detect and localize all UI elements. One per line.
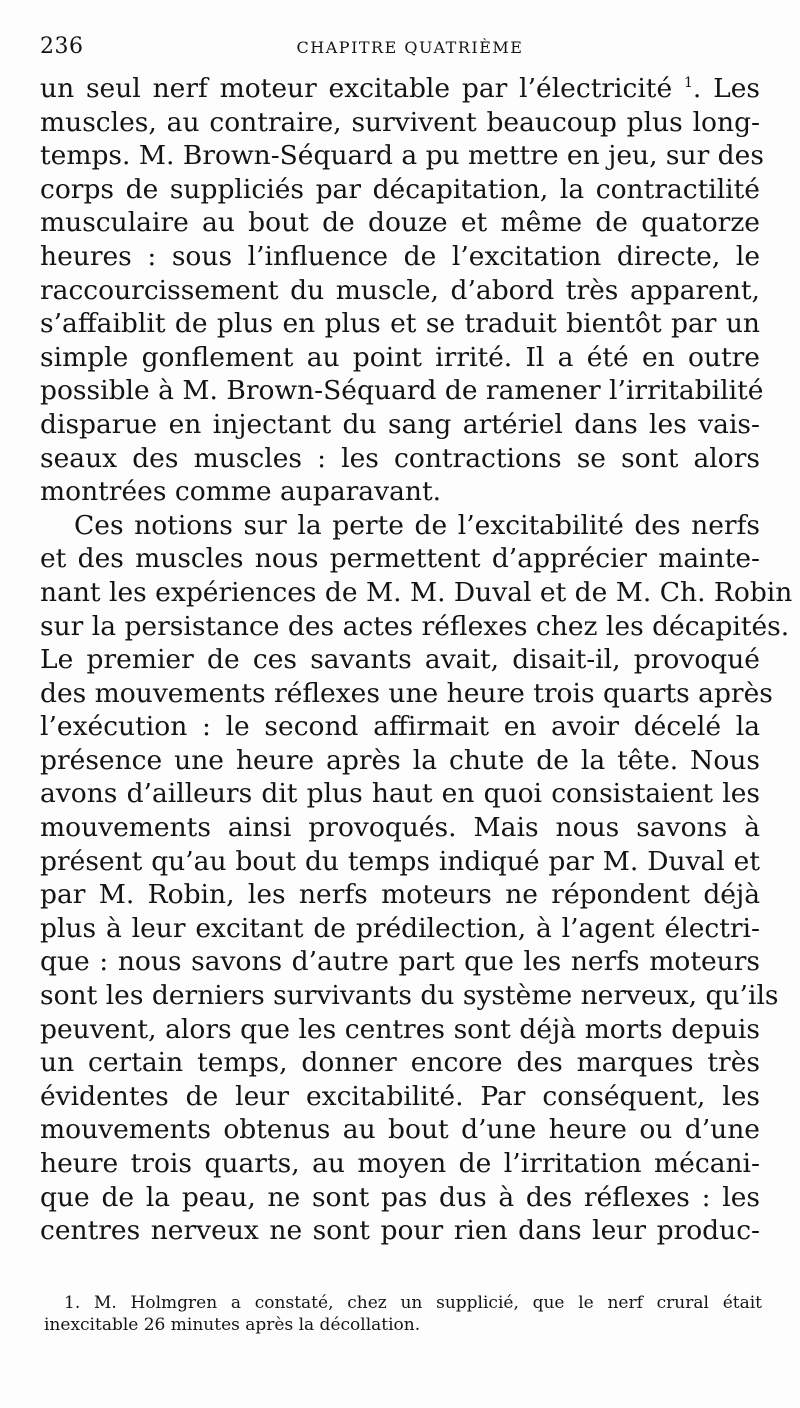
text-line: un seul nerf moteur excitable par l’électricité $^1$. Les: [40, 73, 760, 104]
footnote-ref: 1: [683, 75, 693, 92]
text-line: nant les expériences de M. M. Duval et de M. Ch. Robin: [40, 576, 793, 608]
footnote-line: inexcitable 26 minutes après la décollation.: [44, 1315, 421, 1335]
running-head: CHAPITRE QUATRIÈME: [296, 38, 524, 57]
text-line: évidentes de leur excitabilité. Par conséquent, les: [40, 1080, 760, 1112]
text-line: et des muscles nous permettent d’apprécier mainte-: [40, 543, 760, 575]
text-line: par M. Robin, les nerfs moteurs ne répondent déjà: [40, 879, 760, 911]
text-line: mouvements obtenus au bout d’une heure ou d’une: [40, 1114, 760, 1146]
body-text: [40, 72, 793, 1248]
footnote-line: 1. M. Holmgren a constaté, chez un supplicié, que le nerf crural était: [64, 1293, 762, 1313]
text-line: plus à leur excitant de prédilection, à l’agent électri-: [40, 912, 760, 944]
text-line: avons d’ailleurs dit plus haut en quoi consistaient les: [40, 778, 760, 810]
text-line: mouvements ainsi provoqués. Mais nous savons à: [40, 812, 760, 844]
text-line: sont les derniers survivants du système nerveux, qu’ils: [40, 980, 779, 1012]
text-line: des mouvements réflexes une heure trois quarts après: [40, 677, 773, 709]
text-line: musculaire au bout de douze et même de quatorze: [40, 207, 760, 239]
text-line: temps. M. Brown-Séquard a pu mettre en jeu, sur des: [40, 140, 764, 172]
text-line: s’affaiblit de plus en plus et se traduit bientôt par un: [40, 308, 760, 340]
text-line: un certain temps, donner encore des marques très: [40, 1047, 760, 1079]
text-line: peuvent, alors que les centres sont déjà morts depuis: [40, 1013, 760, 1045]
footnote: [44, 1292, 762, 1336]
text-line: raccourcissement du muscle, d’abord très apparent,: [40, 274, 760, 306]
text-line: heure trois quarts, au moyen de l’irritation mécani-: [40, 1148, 760, 1179]
text-line: Ces notions sur la perte de l’excitabilité des nerfs: [74, 509, 760, 541]
text-line: l’exécution : le second affirmait en avoir décelé la: [40, 711, 760, 743]
page-header: [40, 30, 760, 66]
text-line: corps de suppliciés par décapitation, la contractilité: [40, 173, 760, 205]
text-line: montrées comme auparavant.: [40, 476, 442, 508]
text-line: présent qu’au bout du temps indiqué par M. Duval et: [40, 845, 760, 877]
text-line: disparue en injectant du sang artériel dans les vais-: [40, 408, 760, 440]
text-line: possible à M. Brown-Séquard de ramener l’irritabilité: [40, 375, 764, 407]
page-number: 236: [40, 34, 84, 59]
text-line: que de la peau, ne sont pas dus à des réflexes : les: [40, 1181, 760, 1213]
text-line: présence une heure après la chute de la tête. Nous: [40, 744, 760, 776]
text-line: heures : sous l’influence de l’excitation directe, le: [40, 240, 760, 272]
text-line: sur la persistance des actes réflexes chez les décapités.: [40, 610, 790, 642]
text-line: simple gonflement au point irrité. Il a été en outre: [40, 341, 760, 373]
text-line: que : nous savons d’autre part que les nerfs moteurs: [40, 946, 760, 978]
text-line: centres nerveux ne sont pour rien dans leur produc-: [40, 1215, 760, 1247]
text-line: seaux des muscles : les contractions se sont alors: [40, 442, 760, 474]
text-line: Le premier de ces savants avait, disait-il, provoqué: [40, 644, 760, 676]
text-line: muscles, au contraire, survivent beaucoup plus long-: [40, 106, 760, 138]
